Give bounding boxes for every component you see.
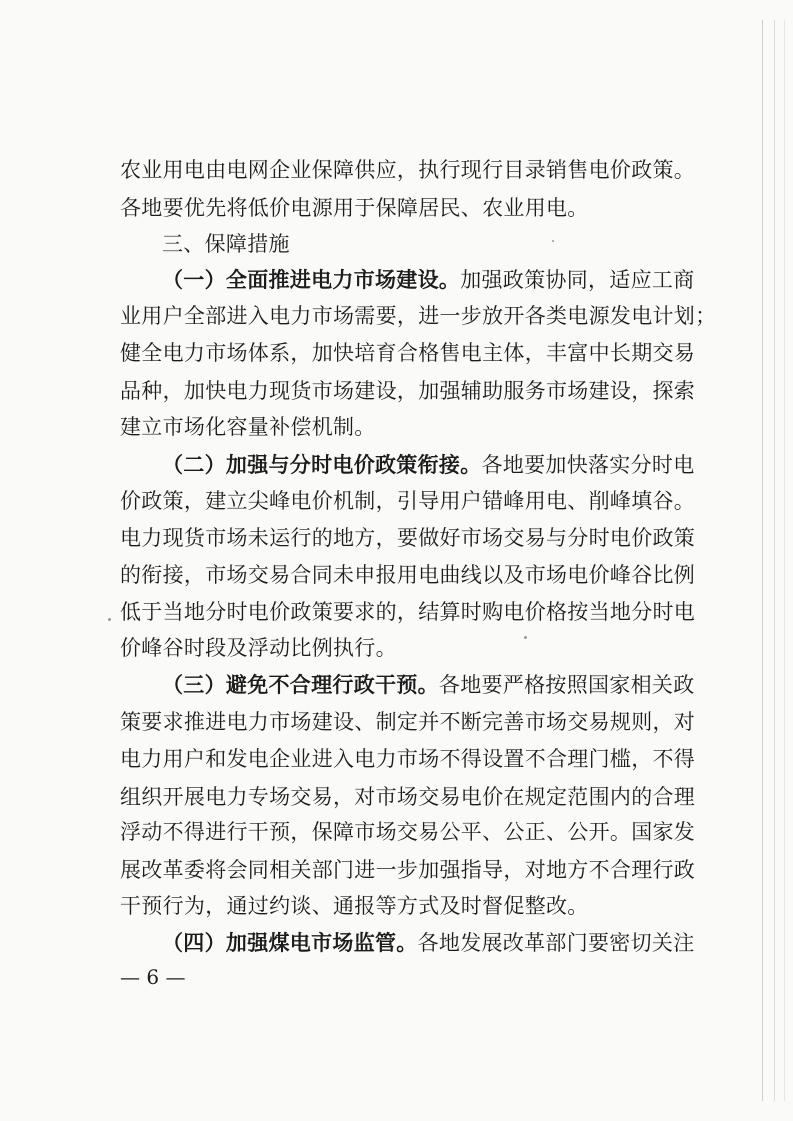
body-line: 农业用电由电网企业保障供应，执行现行目录销售电价政策。 xyxy=(120,158,696,182)
body-line: 低于当地分时电价政策要求的，结算时购电价格按当地分时电 xyxy=(120,600,696,624)
paragraph-first-line xyxy=(162,266,695,294)
scan-edge-line xyxy=(774,20,775,1101)
body-line: 价政策，建立尖峰电价机制，引导用户错峰用电、削峰填谷。 xyxy=(120,489,696,513)
paragraph-first-line xyxy=(162,929,695,957)
paragraph-first-line xyxy=(162,451,695,479)
body-line: 业用户全部进入电力市场需要，进一步放开各类电源发电计划； xyxy=(120,304,717,328)
page-number: — 6 — xyxy=(120,965,186,989)
body-text: 各地发展改革部门要密切关注 xyxy=(417,931,695,955)
body-line: 价峰谷时段及浮动比例执行。 xyxy=(120,636,397,660)
paragraph-heading: （三）避免不合理行政干预。 xyxy=(162,672,439,697)
paragraph-heading: （二）加强与分时电价政策衔接。 xyxy=(162,452,482,477)
body-line: 健全电力市场体系，加快培育合格售电主体，丰富中长期交易 xyxy=(120,341,696,365)
scan-edge-line xyxy=(784,20,785,1101)
body-line: 品种，加快电力现货市场建设，加强辅助服务市场建设，探索 xyxy=(120,379,696,403)
body-text: 加强政策协同，适应工商 xyxy=(460,268,695,292)
section-heading: 三、保障措施 xyxy=(162,232,290,256)
body-line: 干预行为，通过约谈、通报等方式及时督促整改。 xyxy=(120,894,589,918)
scan-speck xyxy=(552,240,554,242)
paragraph-heading: （四）加强煤电市场监管。 xyxy=(162,930,418,955)
body-line: 展改革委将会同相关部门进一步加强指导，对地方不合理行政 xyxy=(120,858,696,882)
paragraph-heading: （一）全面推进电力市场建设。 xyxy=(162,267,461,292)
body-line: 策要求推进电力市场建设、制定并不断完善市场交易规则，对 xyxy=(120,710,696,734)
scan-edge-line xyxy=(762,20,763,1101)
body-text: 各地要严格按照国家相关政 xyxy=(438,673,695,697)
scan-speck xyxy=(524,636,527,639)
body-line: 各地要优先将低价电源用于保障居民、农业用电。 xyxy=(120,196,589,220)
body-line: 浮动不得进行干预，保障市场交易公平、公正、公开。国家发 xyxy=(120,820,696,844)
body-line: 电力现货市场未运行的地方，要做好市场交易与分时电价政策 xyxy=(120,526,696,550)
body-line: 建立市场化容量补偿机制。 xyxy=(120,415,376,439)
scan-speck xyxy=(108,618,111,621)
body-line: 组织开展电力专场交易，对市场交易电价在规定范围内的合理 xyxy=(120,785,696,809)
paragraph-first-line xyxy=(162,671,695,699)
body-text: 各地要加快落实分时电 xyxy=(481,453,695,477)
body-line: 电力用户和发电企业进入电力市场不得设置不合理门槛，不得 xyxy=(120,747,696,771)
body-line: 的衔接，市场交易合同未申报用电曲线以及市场电价峰谷比例 xyxy=(120,563,696,587)
